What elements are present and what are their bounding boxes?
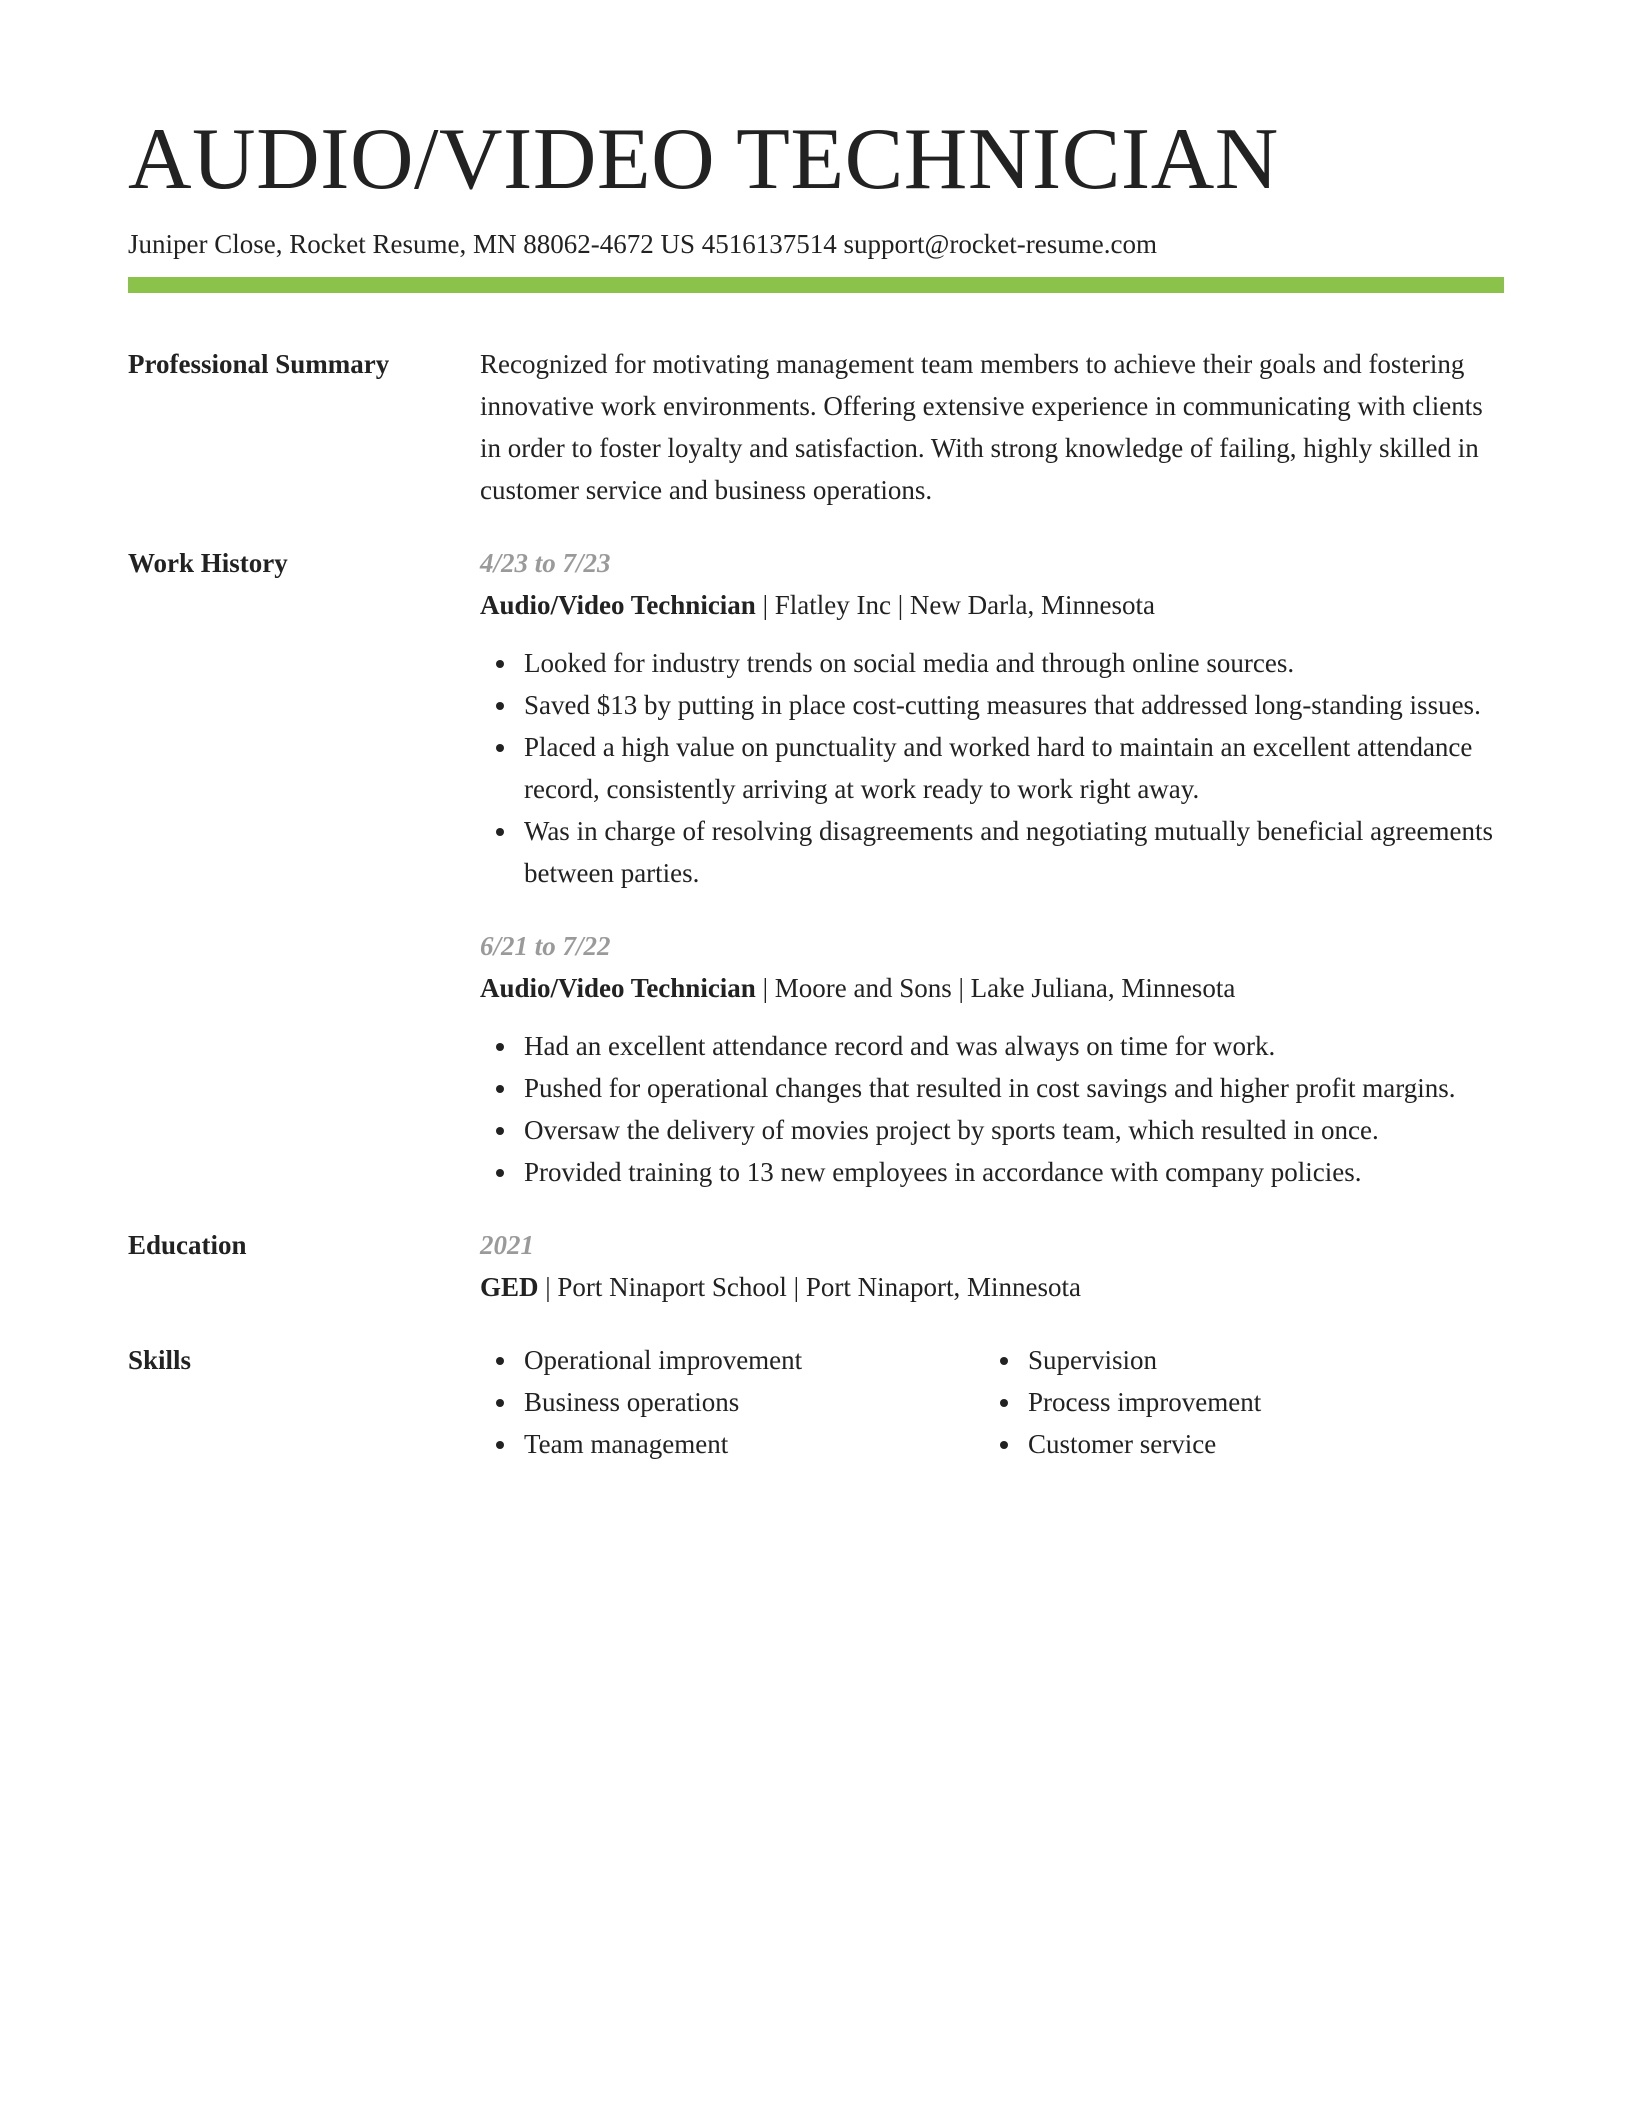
list-item — [524, 1151, 1504, 1193]
accent-divider — [128, 277, 1504, 293]
job-employer-location: | Flatley Inc | New Darla, Minnesota — [755, 590, 1156, 621]
bullet-icon — [496, 660, 504, 668]
contact-info: Juniper Close, Rocket Resume, MN 88062-4672 US 4516137514 support@rocket-resume.com — [128, 229, 1157, 259]
bullet-text: Saved $13 by putting in place cost-cutting measures that addressed long-standing issues. — [524, 690, 1481, 721]
bullet-icon — [496, 1085, 504, 1093]
education-year: 2021 — [480, 1230, 534, 1261]
skill-text: Supervision — [1028, 1345, 1158, 1376]
bullet-text: Looked for industry trends on social media and through online sources. — [524, 648, 1295, 679]
bullet-icon — [496, 744, 504, 752]
job-title-line — [480, 967, 1504, 1009]
list-item — [1028, 1423, 1488, 1465]
list-item — [524, 1109, 1504, 1151]
list-item — [524, 684, 1504, 726]
list-item — [1028, 1339, 1488, 1381]
skills-body — [480, 1339, 1504, 1465]
bullet-icon — [1000, 1357, 1008, 1365]
list-item — [524, 642, 1504, 684]
list-item — [524, 1067, 1504, 1109]
summary-text: Recognized for motivating management team members to achieve their goals and fostering innovative work environments. Offering extensive experience in communicating with clients in order to foster loyalty and satisfaction. With strong knowledge of failing, highly skilled in customer service and business operations. — [480, 349, 1483, 506]
bullet-text: Oversaw the delivery of movies project by sports team, which resulted in once. — [524, 1115, 1379, 1146]
bullet-icon — [1000, 1399, 1008, 1407]
work-history-section — [128, 542, 1504, 1193]
list-item — [524, 810, 1504, 894]
bullet-icon — [496, 1169, 504, 1177]
skills-heading: Skills — [128, 1345, 192, 1376]
skill-text: Team management — [524, 1429, 729, 1460]
job-entry — [480, 542, 1504, 894]
job-role: Audio/Video Technician — [480, 590, 756, 621]
education-line — [480, 1266, 1504, 1308]
bullet-icon — [496, 1441, 504, 1449]
bullet-icon — [496, 702, 504, 710]
skills-column-1 — [480, 1339, 984, 1465]
skill-text: Operational improvement — [524, 1345, 803, 1376]
education-section — [128, 1224, 1504, 1308]
list-item — [1028, 1381, 1488, 1423]
skills-section — [128, 1339, 1504, 1465]
list-item — [524, 1381, 984, 1423]
education-degree: GED — [480, 1272, 539, 1303]
skills-column-2 — [984, 1339, 1488, 1465]
list-item — [524, 1423, 984, 1465]
skills-grid — [480, 1339, 1504, 1465]
bullet-text: Was in charge of resolving disagreements and negotiating mutually beneficial agreements between parties. — [524, 816, 1494, 889]
bullet-icon — [496, 828, 504, 836]
job-dates: 4/23 to 7/23 — [480, 548, 611, 579]
job-title-line — [480, 584, 1504, 626]
skill-text: Business operations — [524, 1387, 740, 1418]
bullet-icon — [1000, 1441, 1008, 1449]
work-history-heading: Work History — [128, 548, 288, 579]
skills-list — [984, 1339, 1488, 1465]
resume-title: AUDIO/VIDEO TECHNICIAN — [128, 111, 1279, 208]
bullet-icon — [496, 1127, 504, 1135]
bullet-text: Provided training to 13 new employees in accordance with company policies. — [524, 1157, 1362, 1188]
education-heading: Education — [128, 1230, 247, 1261]
job-bullets — [480, 1025, 1504, 1193]
bullet-icon — [496, 1399, 504, 1407]
bullet-text: Pushed for operational changes that resulted in cost savings and higher profit margins. — [524, 1073, 1456, 1104]
bullet-icon — [496, 1357, 504, 1365]
skill-text: Process improvement — [1028, 1387, 1262, 1418]
work-history-body — [480, 542, 1504, 1193]
skill-text: Customer service — [1028, 1429, 1217, 1460]
job-entry — [480, 925, 1504, 1193]
job-role: Audio/Video Technician — [480, 973, 756, 1004]
summary-heading: Professional Summary — [128, 349, 390, 380]
list-item — [524, 726, 1504, 810]
job-dates: 6/21 to 7/22 — [480, 931, 611, 962]
bullet-text: Placed a high value on punctuality and worked hard to maintain an excellent attendance record, consistently arriving at work ready to work right away. — [524, 732, 1473, 805]
skills-list — [480, 1339, 984, 1465]
list-item — [524, 1339, 984, 1381]
education-school-location: | Port Ninaport School | Port Ninaport, Minnesota — [538, 1272, 1082, 1303]
bullet-text: Had an excellent attendance record and was always on time for work. — [524, 1031, 1276, 1062]
summary-section — [128, 343, 1504, 511]
education-body — [480, 1224, 1504, 1308]
job-bullets — [480, 642, 1504, 894]
list-item — [524, 1025, 1504, 1067]
job-employer-location: | Moore and Sons | Lake Juliana, Minnesota — [755, 973, 1236, 1004]
bullet-icon — [496, 1043, 504, 1051]
